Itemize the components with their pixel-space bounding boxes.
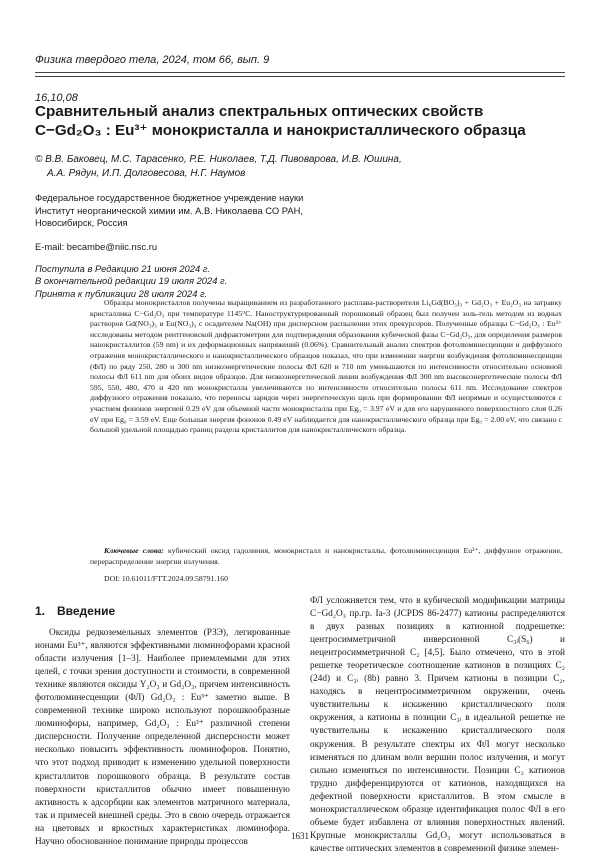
- keywords-text: кубический оксид гадолиния, монокристалл и нанокристаллы, фотолюминесценция Eu³⁺, диффузное отражение, перераспределение энергии излучения.: [90, 546, 563, 566]
- affiliation: [35, 192, 575, 230]
- title-line-1: Сравнительный анализ спектральных оптических свойств: [35, 103, 484, 120]
- accepted-date: Принята к публикации 28 июля 2024 г.: [35, 287, 208, 299]
- page-number: 1631: [291, 831, 309, 841]
- keywords-label: Ключевые слова:: [104, 546, 164, 555]
- journal-header: Физика твердого тела, 2024, том 66, вып. 9: [35, 54, 270, 66]
- revised-date: В окончательной редакции 19 июля 2024 г.: [35, 275, 228, 287]
- authors-line-2: А.А. Рядун, И.П. Долговесова, Н.Г. Наумов: [47, 168, 246, 179]
- affiliation-line-3: Новосибирск, Россия: [35, 217, 128, 229]
- section-number: 1.: [35, 604, 46, 618]
- affiliation-line-2: Институт неорганической химии им. А.В. Николаева СО РАН,: [35, 204, 304, 216]
- abstract: Образцы монокристаллов получены выращиванием из разработанного расплава-растворителя Li₆Gd(BO₃)₃ + Gd₂O₃ + Eu₂O₃ на затравку кристаллика C−Gd₂O₃ при температуре 1145°C. Наноструктурированный порошковый образец был получен золь-гель методом из водных растворов Gd(NO₃)₃ и Eu(NO₃)₃ с осадителем Na(OH) при дисперсном распылении этих прекурсоров. Полученные образцы C−Gd₂O₃ : Eu³⁺ исследованы методом рентгеновской дифрактометрии для подтверждения образования кубической фазы C−Gd₂O₃, для определения размеров нанокристаллитов (59 nm) и их деформационных напряжений (0.06%). Сравнительный анализ спектров фотолюминесценции и диффузного отражения монокристаллического и нанокристаллического образцов показал, что при изменении энергии возбуждения фотолюминесценции (ФЛ) по ряду 250, 280 и 300 nm низкоэнергетические полосы ФЛ 620 и 710 nm уменьшаются по интенсивности относительно основной полосы ФЛ 611 nm для обоих видов образцов. Для низкоэнергетической линии возбуждения ФЛ 300 nm высокоэнергетические полосы ФЛ 595, 550, 480, 470 и 420 nm монокристалла увеличиваются по интенсивности относительно полосы 611 nm. Исследование спектров диффузного отражения показало, что переносы зарядов через энергетическую щель при формировании ФЛ непрямые и осуществляются с участием фононов энергией 0.29 eV для объемной части монокристалла при Eg₀ = 3.97 eV и для его нарушенного поверхностного слоя 0.26 eV при Eg₀ = 3.59 eV. Еще большая энергия фононов 0.49 eV наблюдается для нанокристаллического образца при Eg₀ = 2.00 eV, что связано с большой удельной площадью границ раздела кристаллитов для нанокристаллического образца.: [90, 298, 562, 435]
- header-rule: [35, 72, 565, 73]
- authors-line-1: © В.В. Баковец, М.С. Тарасенко, Р.Е. Николаев, Т.Д. Пивоварова, И.В. Юшина,: [35, 154, 402, 165]
- intro-right-column: ФЛ усложняется тем, что в кубической модификации матрицы C−Gd₂O₃ пр.гр. Ia-3 (JCPDS 86-2477) катионы распределяются в двух разных позициях в катионной подрешетке: центросимметричной инверсионной C₃ᵢ(S₆) и нецентросимметричной C₂ [4,5]. Было отмечено, что в этой решетке теоретическое соотношение катионов в позициях C₂ (24d) и C₃ᵢ (8b) равно 3. Причем катионы в позиции C₂, находясь в нецентросимметричном окружении, очень чувствительны к искажению кристаллического поля окружения, а катионы в позиции C₃ᵢ в идеальной решетке не чувствительны к искажению кристаллического поля окружения. В результате спектры их ФЛ могут несколько изменяться по длинам волн вершин полос излучения, и могут сильно изменяться по интенсивности. Позиции C₂ катионов трудно дифференцируются от катионов, находящихся на дефектной поверхности кристаллитов. В этом смысле в монокристаллическом образце идентификация полос ФЛ в его объеме будет избавлена от влияния поверхностных явлений. Крупные монокристаллы Gd₂O₃ могут использоваться в качестве оптических элементов в современной физике элемен-: [310, 596, 565, 854]
- intro-left-column: Оксиды редкоземельных элементов (РЗЭ), легированные ионами Eu³⁺, являются эффективными люминофорами красной области излучения [1–3]. Наиболее приемлемыми для этих целей, с точки зрения доступности и стоимости, в современной технике являются оксиды Y₂O₃ и Gd₂O₃, причем интенсивность фотолюминесценции (ФЛ) Gd₂O₃ : Eu³⁺ заметно выше. В современной технике широко используют порошкообразные люминофоры, например, Gd₂O₃ : Eu³⁺ различной степени дисперсности. Получение определенной дисперсности может несколько повысить эффективность люминофоров. Понятно, что этот подход приводит к изменению удельной поверхности кристаллитов порошкового образца. В результате состав поверхности кристаллитов обычно имеет повышенную активность к адсорбции как элементов матричного материала, так и примесей внешней среды. Это в свою очередь отражается на цветовых и яркостных характеристиках люминофора. Научно обоснованное понимание природы процессов: [35, 628, 290, 847]
- section-title: Введение: [57, 604, 116, 618]
- affiliation-line-1: Федеральное государственное бюджетное учреждение науки: [35, 192, 304, 203]
- title-line-2: C−Gd₂O₃ : Eu³⁺ монокристалла и нанокристаллического образца: [35, 122, 526, 139]
- article-title: [35, 102, 575, 140]
- doi[interactable]: DOI: 10.61011/FTT.2024.09.58791.160: [104, 574, 228, 583]
- section-heading: [35, 604, 115, 618]
- received-date: Поступила в Редакцию 21 июня 2024 г.: [35, 263, 211, 274]
- keywords: [90, 546, 562, 567]
- udc-code: 16,10,08: [35, 92, 78, 104]
- email[interactable]: E-mail: becambe@niic.nsc.ru: [35, 241, 158, 252]
- header-rule-second: [35, 76, 565, 77]
- authors: [35, 153, 575, 181]
- article-dates: [35, 263, 227, 300]
